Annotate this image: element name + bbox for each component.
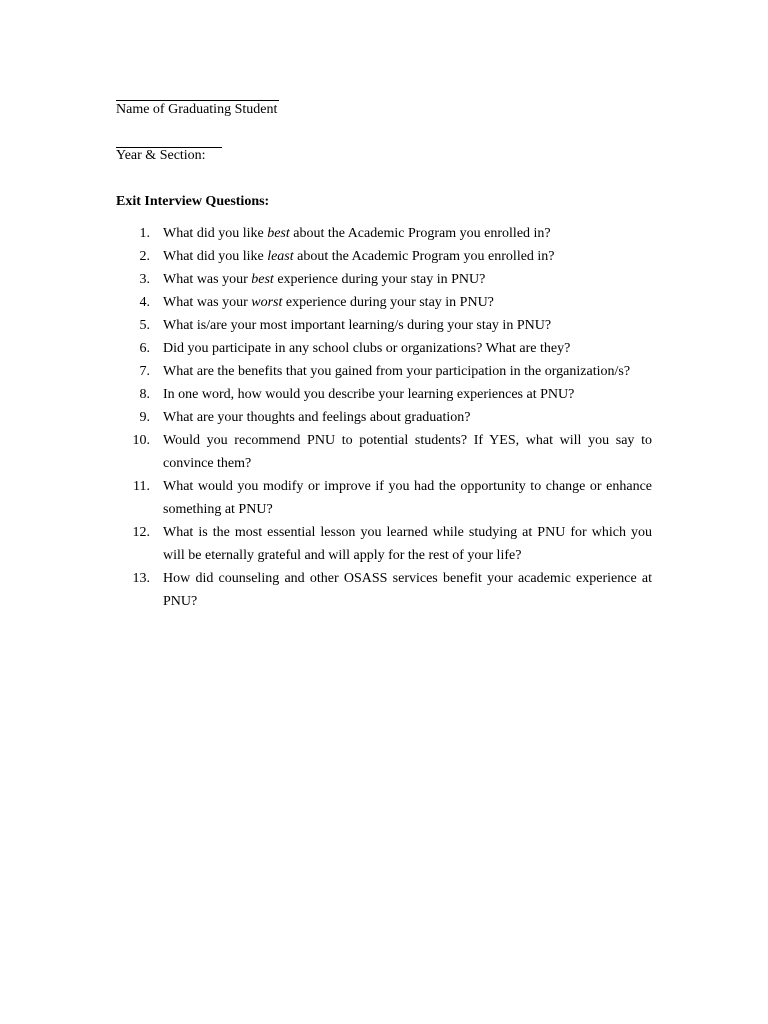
question-number: 10. (132, 433, 150, 448)
question-item (116, 222, 652, 245)
question-number: 1. (139, 226, 150, 241)
question-item (116, 268, 652, 291)
question-text-part: experience during your stay in PNU? (282, 295, 494, 310)
question-text-part: about the Academic Program you enrolled in? (289, 226, 551, 241)
question-text (163, 291, 652, 314)
question-item (116, 314, 652, 337)
question-number: 12. (132, 525, 150, 540)
question-item (116, 360, 652, 383)
question-text (163, 222, 652, 245)
question-text (163, 314, 652, 337)
question-text (163, 245, 652, 268)
question-text (163, 521, 652, 567)
question-text-part: What is the most essential lesson you learned while studying at PNU for which you will be eternally grateful and will apply for the rest of your life? (163, 525, 652, 563)
question-item (116, 406, 652, 429)
question-item (116, 475, 652, 521)
question-text (163, 475, 652, 521)
question-number: 11. (133, 479, 150, 494)
question-text (163, 383, 652, 406)
question-item (116, 291, 652, 314)
question-number: 13. (132, 571, 150, 586)
student-name-label: Name of Graduating Student (116, 102, 278, 117)
student-name-signature-line (116, 100, 279, 101)
question-text (163, 337, 652, 360)
question-number: 8. (139, 387, 150, 402)
question-number: 7. (139, 364, 150, 379)
question-text (163, 268, 652, 291)
question-text-part: Would you recommend PNU to potential students? If YES, what will you say to convince them? (163, 433, 652, 471)
question-text (163, 406, 652, 429)
question-item (116, 567, 652, 613)
question-text-part: What did you like (163, 249, 268, 264)
question-item (116, 521, 652, 567)
question-item (116, 383, 652, 406)
question-item (116, 337, 652, 360)
question-text-part: about the Academic Program you enrolled in? (293, 249, 555, 264)
question-number: 4. (139, 295, 150, 310)
question-text-part: What is/are your most important learning/s during your stay in PNU? (163, 318, 552, 333)
question-emphasis: worst (251, 295, 283, 310)
question-text-part: What are your thoughts and feelings about graduation? (163, 410, 471, 425)
question-text-part: What was your (163, 272, 252, 287)
question-text (163, 360, 652, 383)
question-emphasis: best (251, 272, 274, 287)
question-text-part: What did you like (163, 226, 268, 241)
section-heading: Exit Interview Questions: (116, 194, 270, 209)
question-number: 9. (139, 410, 150, 425)
question-text-part: Did you participate in any school clubs or organizations? What are they? (163, 341, 571, 356)
question-text-part: experience during your stay in PNU? (273, 272, 486, 287)
question-number: 6. (139, 341, 150, 356)
question-number: 3. (139, 272, 150, 287)
question-item (116, 245, 652, 268)
year-section-label: Year & Section: (116, 148, 206, 163)
question-number: 5. (139, 318, 150, 333)
question-emphasis: least (267, 249, 294, 264)
question-item (116, 429, 652, 475)
question-emphasis: best (267, 226, 290, 241)
question-number: 2. (139, 249, 150, 264)
question-text-part: What would you modify or improve if you had the opportunity to change or enhance something at PNU? (163, 479, 652, 517)
question-text-part: How did counseling and other OSASS services benefit your academic experience at PNU? (163, 571, 652, 609)
questions-list (116, 222, 652, 613)
question-text-part: What are the benefits that you gained from your participation in the organization/s? (163, 364, 631, 379)
question-text (163, 567, 652, 613)
question-text-part: What was your (163, 295, 252, 310)
question-text-part: In one word, how would you describe your learning experiences at PNU? (163, 387, 575, 402)
question-text (163, 429, 652, 475)
